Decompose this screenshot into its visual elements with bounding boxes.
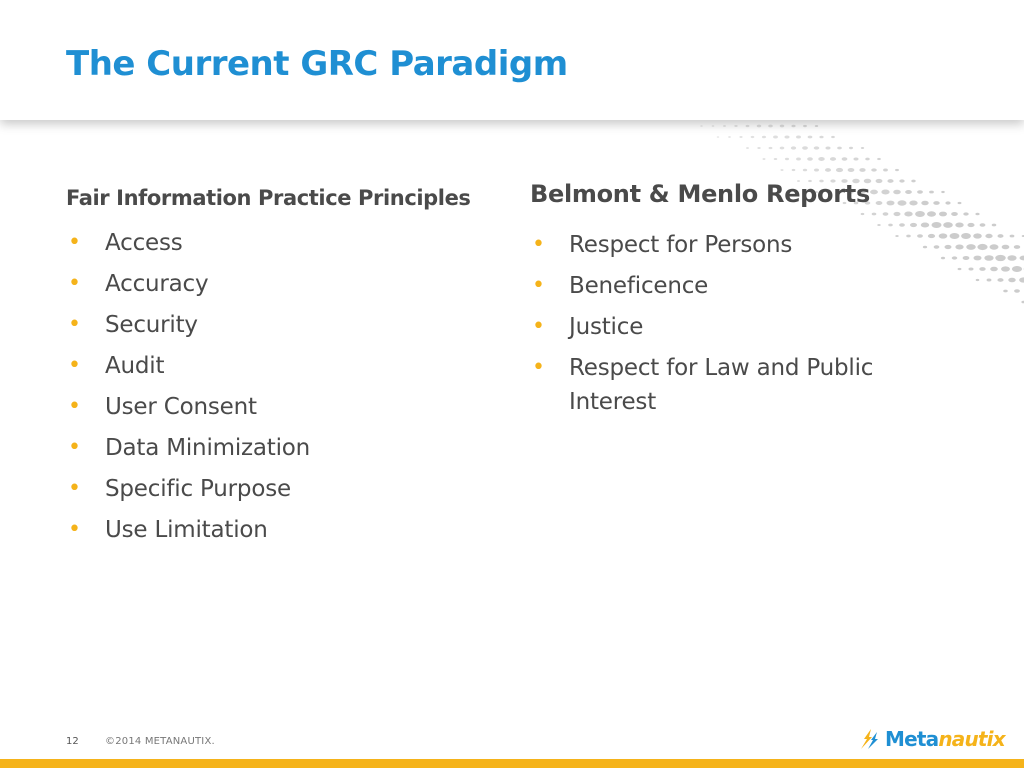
fipps-item-audit: [66, 349, 506, 383]
bullet-icon: •: [532, 273, 545, 298]
fipps-item-label: Accuracy: [105, 271, 209, 297]
belmont-item-label: Beneficence: [569, 273, 709, 299]
title-band: [0, 0, 1024, 120]
logo-wordmark-nautix: nautix: [938, 727, 1005, 751]
bullet-icon: •: [68, 271, 81, 296]
fipps-item-label: Use Limitation: [105, 517, 268, 543]
fipps-item-user-consent: [66, 390, 506, 424]
bullet-icon: •: [68, 476, 81, 501]
bullet-icon: •: [532, 314, 545, 339]
fipps-item-access: [66, 226, 506, 260]
fipps-item-use-limitation: [66, 513, 506, 547]
fipps-list: [66, 226, 506, 547]
bullet-icon: •: [68, 353, 81, 378]
belmont-menlo-list: [530, 228, 930, 419]
fipps-column: [66, 180, 506, 554]
belmont-menlo-heading: Belmont & Menlo Reports: [530, 180, 870, 208]
fipps-item-label: Access: [105, 230, 183, 256]
fipps-item-security: [66, 308, 506, 342]
fipps-item-label: Security: [105, 312, 198, 338]
bullet-icon: •: [68, 312, 81, 337]
metanautix-logo-icon: [858, 727, 882, 751]
belmont-item-beneficence: [530, 269, 899, 303]
belmont-item-justice: [530, 310, 899, 344]
fipps-item-accuracy: [66, 267, 506, 301]
fipps-item-data-minimization: [66, 431, 506, 465]
belmont-item-respect-for-law: [530, 351, 899, 419]
page-number: 12: [66, 736, 79, 747]
fipps-item-label: Specific Purpose: [105, 476, 291, 502]
bullet-icon: •: [532, 232, 545, 257]
belmont-item-label: Justice: [569, 314, 644, 340]
belmont-menlo-column: [530, 180, 930, 426]
belmont-item-respect-for-persons: [530, 228, 899, 262]
bullet-icon: •: [68, 230, 81, 255]
fipps-item-specific-purpose: [66, 472, 506, 506]
bullet-icon: •: [68, 517, 81, 542]
belmont-item-label: Respect for Persons: [569, 232, 793, 258]
copyright-notice: ©2014 METANAUTIX.: [105, 736, 215, 747]
fipps-item-label: Data Minimization: [105, 435, 311, 461]
bottom-accent-bar: [0, 759, 1024, 768]
bullet-icon: •: [68, 394, 81, 419]
metanautix-logo: [858, 724, 1005, 754]
fipps-item-label: User Consent: [105, 394, 257, 420]
bullet-icon: •: [68, 435, 81, 460]
slide-title: The Current GRC Paradigm: [66, 44, 568, 84]
fipps-heading: Fair Information Practice Principles: [66, 186, 471, 210]
fipps-item-label: Audit: [105, 353, 165, 379]
logo-wordmark: [885, 727, 1005, 751]
belmont-item-label: Respect for Law and Public Interest: [569, 355, 874, 415]
bullet-icon: •: [532, 355, 545, 380]
logo-wordmark-meta: Meta: [885, 727, 939, 751]
